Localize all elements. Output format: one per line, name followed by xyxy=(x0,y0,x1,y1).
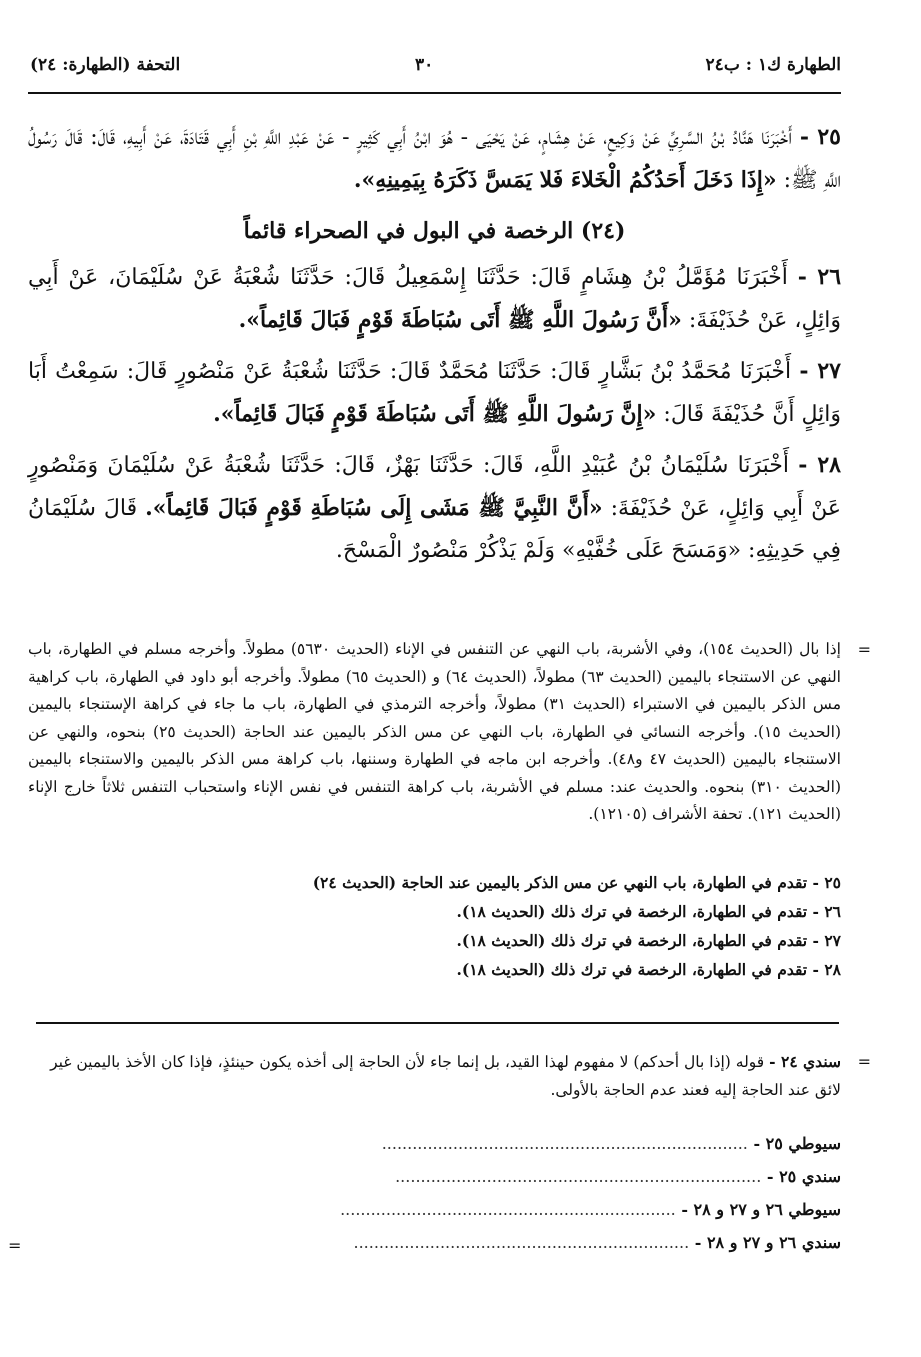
hadith-number: ٢٥ - xyxy=(799,124,841,150)
commentary-index-row xyxy=(41,1127,841,1160)
hadith-matn: «إِنَّ رَسُولَ اللَّهِ ﷺ أَتَى سُبَاطَةَ قَوْمٍ فَبَالَ قَائِماً». xyxy=(213,401,657,427)
takhrij-text: إذا بال (الحديث ١٥٤)، وفي الأشربة، باب النهي عن التنفس في الإناء (الحديث ٥٦٣٠) مطولاً. وأخرجه مسلم في الطهارة، باب النهي عن الاستنجاء باليمين (الحديث ٦٣) مطولاً، (الحديث ٦٤) و (الحديث ٦٥) مطولاً. وأخرجه أبو داود في الطهارة، باب كراهية مس الذكر باليمين في الاستبراء (الحديث ٣١) مطولاً، وأخرجه الترمذي في الطهارة، باب ما جاء في كراهة الإستنجاء باليمين (الحديث ١٥). وأخرجه النسائي في الطهارة، باب النهي عن مس الذكر باليمين عند الحاجة (الحديث ٢٥) بنحوه، والنهي عن الاستنجاء باليمين (الحديث ٤٧ و٤٨). وأخرجه ابن ماجه في الطهارة وسننها، باب كراهة مس الذكر باليمين والاستنجاء باليمين (الحديث ٣١٠) بنحوه. والحديث عند: مسلم في الأشربة، باب كراهة التنفس في نفس الإناء واستحباب التنفس ثلاثاً خارج الإناء (الحديث ١٢١). تحفة الأشراف (١٢١٠٥). xyxy=(28,640,841,823)
leader-dots: ........................................................................ xyxy=(395,1167,762,1186)
continuation-mark: = xyxy=(857,640,871,659)
header-rule xyxy=(28,92,841,94)
commentary-index-label: سيوطي ٢٦ و ٢٧ و ٢٨ - xyxy=(681,1200,841,1219)
sindi-commentary xyxy=(28,1048,871,1104)
hadith-number: ٢٧ - xyxy=(799,358,841,384)
commentary-index xyxy=(41,1127,841,1259)
commentary-index-row xyxy=(41,1226,841,1259)
page-number: ٣٠ xyxy=(415,55,434,75)
sindi-label: سندي ٢٤ - xyxy=(769,1052,841,1071)
leader-dots: .................................................................. xyxy=(353,1233,690,1252)
hadith-matn: «إِذَا دَخَلَ أَحَدُكُمُ الْخَلاءَ فَلا يَمَسَّ ذَكَرَهُ بِيَمِينِهِ». xyxy=(353,167,777,193)
commentary-index-label: سندي ٢٥ - xyxy=(766,1167,841,1186)
hadith-chain: أَخْبَرَنَا مُحَمَّدُ بْنُ بَشَّارٍ قَالَ: حَدَّثَنَا مُحَمَّدٌ قَالَ: حَدَّثَنَا شُعْبَةُ عَنْ مَنْصُورٍ قَالَ: سَمِعْتُ أَبَا وَائِلٍ أَنَّ حُذَيْفَةَ قَالَ: xyxy=(28,359,841,427)
cross-reference-item: ٢٨ - تقدم في الطهارة، الرخصة في ترك ذلك (الحديث ١٨). xyxy=(456,960,841,979)
hadith-chain: أَخْبَرَنَا هَنَّادُ بْنُ السَّرِيِّ عَنْ وَكِيعٍ، عَنْ هِشَامٍ، عَنْ يَحْيَى - هُوَ ابْنُ أَبِي كَثِيرٍ - عَنْ عَبْدِ اللَّهِ بْنِ أَبِي قَتَادَةَ، عَنْ أَبِيهِ، قَالَ: قَالَ رَسُولُ اللَّهِ ﷺ: xyxy=(28,125,841,193)
hadith-number: ٢٦ - xyxy=(797,264,842,290)
commentary-index-label: سيوطي ٢٥ - xyxy=(753,1134,841,1153)
commentary-index-row xyxy=(41,1193,841,1226)
commentary-rule xyxy=(36,1022,839,1024)
hadith-25 xyxy=(28,116,841,202)
hadith-26 xyxy=(28,256,841,342)
hadith-chain: أَخْبَرَنَا مُؤَمَّلُ بْنُ هِشَامٍ قَالَ: حَدَّثَنَا إِسْمَعِيلُ قَالَ: حَدَّثَنَا شُعْبَةُ عَنْ سُلَيْمَانَ، عَنْ أَبِي وَائِلٍ، عَنْ حُذَيْفَةَ: xyxy=(28,265,841,333)
hadith-chain: أَخْبَرَنَا سُلَيْمَانُ بْنُ عُبَيْدِ اللَّهِ، قَالَ: حَدَّثَنَا بَهْزٌ، قَالَ: حَدَّثَنَا شُعْبَةُ عَنْ سُلَيْمَانَ وَمَنْصُورٍ عَنْ أَبِي وَائِلٍ، عَنْ حُذَيْفَةَ: xyxy=(28,453,841,521)
continuation-mark: = xyxy=(857,1052,871,1071)
leader-dots: ........................................................................ xyxy=(381,1134,748,1153)
running-header-section: الطهارة ك١ : ب٢٤ xyxy=(705,55,841,75)
hadith-matn: «أَنَّ النَّبِيَّ ﷺ مَشَى إِلَى سُبَاطَةِ قَوْمٍ فَبَالَ قَائِماً». xyxy=(145,495,603,521)
margin-mark: = xyxy=(8,1236,22,1255)
commentary-index-label: سندي ٢٦ و ٢٧ و ٢٨ - xyxy=(694,1233,841,1252)
commentary-index-row xyxy=(41,1160,841,1193)
hadith-number: ٢٨ - xyxy=(798,452,841,478)
sindi-body: قوله (إذا بال أحدكم) لا مفهوم لهذا القيد، بل إنما جاء لأن الحاجة إلى أخذه يكون حينئذٍ، فإذا كان الأخذ باليمين غير لائق عند الحاجة إليه فعند عدم الحاجة بالأولى. xyxy=(50,1053,841,1099)
hadith-tail: قَالَ سُلَيْمَانُ فِي حَدِيثِهِ: «وَمَسَحَ عَلَى خُفَّيْهِ» وَلَمْ يَذْكُرْ مَنْصُورٌ الْمَسْحَ. xyxy=(28,496,841,563)
hadith-matn: «أَنَّ رَسُولَ اللَّهِ ﷺ أَتَى سُبَاطَةَ قَوْمٍ فَبَالَ قَائِماً». xyxy=(238,307,682,333)
main-text xyxy=(28,116,841,580)
chapter-heading: (٢٤) الرخصة في البول في الصحراء قائماً xyxy=(243,218,626,244)
hadith-27 xyxy=(28,350,841,436)
cross-reference-item: ٢٧ - تقدم في الطهارة، الرخصة في ترك ذلك (الحديث ١٨). xyxy=(456,931,841,950)
running-header-reference: التحفة (الطهارة: ٢٤) xyxy=(30,55,181,75)
cross-reference-item: ٢٥ - تقدم في الطهارة، باب النهي عن مس الذكر باليمين عند الحاجة (الحديث ٢٤) xyxy=(312,873,841,892)
sindi-text xyxy=(28,1048,841,1104)
takhrij-notes xyxy=(28,636,871,829)
leader-dots: .................................................................. xyxy=(340,1200,676,1219)
cross-reference-item: ٢٦ - تقدم في الطهارة، الرخصة في ترك ذلك (الحديث ١٨). xyxy=(456,902,841,921)
hadith-28 xyxy=(28,444,841,572)
cross-references xyxy=(28,868,841,984)
